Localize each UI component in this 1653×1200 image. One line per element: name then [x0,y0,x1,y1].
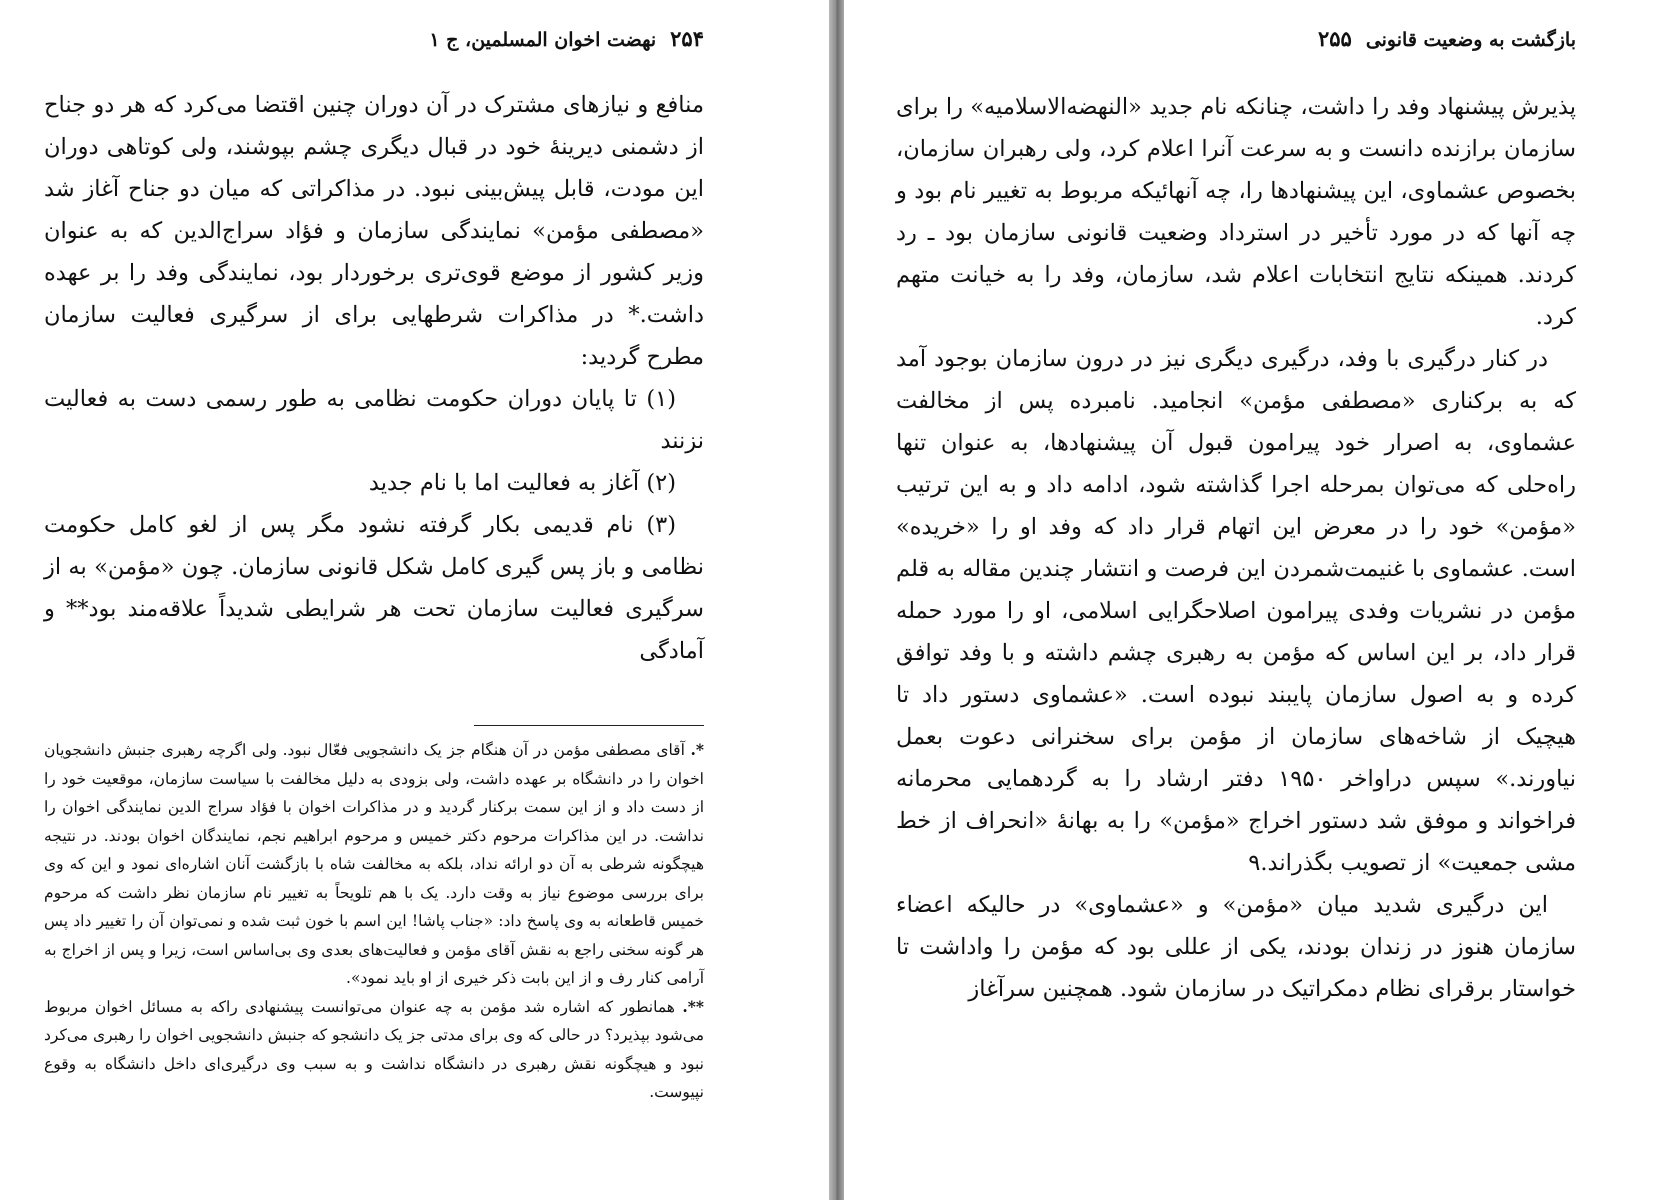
right-page [844,0,1653,1200]
condition-item-2: (۲) آغاز به فعالیت اما با نام جدید [368,470,676,496]
left-running-head [44,26,704,56]
right-page-number: ۲۵۵ [1317,26,1352,51]
footnote-1-marker: *. [690,740,704,759]
right-running-head [896,26,1576,56]
footnote-1 [44,736,704,993]
footnote-separator [474,725,704,726]
left-page-number: ۲۵۴ [670,26,704,51]
footnote-2-text: همانطور که اشاره شد مؤمن به چه عنوان می‌توانست پیشنهادی راکه به مسائل اخوان مربوط می‌شود بپذیرد؟ در حالی که وی برای مدتی جز یک دانشجو که جنبش دانشجویی اخوان را رهبری می‌کرد نبود و هیچگونه نقش رهبری در دانشگاه نداشت و به سبب وی درگیری‌ای داخل دانشگاه به وقوع نپیوست. [44,997,704,1101]
left-paragraph-1: منافع و نیازهای مشترک در آن دوران چنین اقتضا می‌کرد که هر دو جناح از دشمنی دیرینهٔ خود در قبال دیگری چشم بپوشند، ولی کوتاهی دوران این مودت، قابل پیش‌بینی نبود. در مذاکراتی که میان دو جناح آغاز شد «مصطفی مؤمن» نمایندگی سازمان و فؤاد سراج‌الدین که به عنوان وزیر کشور از موضع قوی‌تری برخوردار بود، نمایندگی وفد را بر عهده داشت.* در مذاکرات شرطهایی برای از سرگیری فعالیت سازمان مطرح گردید: [44,92,704,370]
left-body-text [44,84,704,672]
condition-item-3: (۳) نام قدیمی بکار گرفته نشود مگر پس از لغو کامل حکومت نظامی و باز پس گیری کامل شکل قانونی سازمان. چون «مؤمن» به از سرگیری فعالیت سازمان تحت هر شرایطی شدیداً علاقه‌مند بود** و آمادگی [44,512,704,664]
right-paragraph-1: پذیرش پیشنهاد وفد را داشت، چنانکه نام جدید «النهضه‌الاسلامیه» را برای سازمان برازنده دانست و به سرعت آنرا اعلام کرد، ولی رهبران سازمان، بخصوص عشماوی، این پیشنهادها را، چه آنهائیکه مربوط به تغییر نام بود و چه آنها که در مورد تأخیر در استرداد وضعیت قانونی سازمان بود ـ رد کردند. همینکه نتایج انتخابات اعلام شد، سازمان، وفد را به خیانت متهم کرد. [896,94,1576,330]
right-paragraph-2: در کنار درگیری با وفد، درگیری دیگری نیز در درون سازمان بوجود آمد که به برکناری «مصطفی مؤمن» انجامید. نامبرده پس از مخالفت عشماوی، به اصرار خود پیرامون قبول آن پیشنهادها، به عنوان تنها راه‌حلی که می‌توان بمرحله اجرا گذاشته شود، ادامه داد و به این ترتیب «مؤمن» خود را در معرض این اتهام قرار داد که وفد او را «خریده» است. عشماوی با غنیمت‌شمردن این فرصت و انتشار چندین مقاله به قلم مؤمن در نشریات وفدی پیرامون اصلاحگرایی اسلامی، او را مورد حمله قرار داد، بر این اساس که مؤمن به رهبری چشم داشته و با وفد توافق کرده و به اصول سازمان پایبند نبوده است. «عشماوی دستور داد تا هیچیک از شاخه‌های سازمان از مؤمن برای سخنرانی دعوت بعمل نیاورند.» سپس دراواخر ۱۹۵۰ دفتر ارشاد را به گردهمایی محرمانه فراخواند و موفق شد دستور اخراج «مؤمن» را به بهانهٔ «انحراف از خط مشی جمعیت» از تصویب بگذراند.۹ [896,346,1576,876]
footnote-2-marker: **. [682,996,704,1016]
left-running-title: نهضت اخوان المسلمین، ج ۱ [429,29,657,51]
condition-item-1: (۱) تا پایان دوران حکومت نظامی به طور رسمی دست به فعالیت نزنند [44,386,704,454]
footnote-2 [44,993,704,1107]
footnote-1-text: آقای مصطفی مؤمن در آن هنگام جز یک دانشجویی فعّال نبود. ولی اگرچه رهبری جنبش دانشجویان اخوان را در دانشگاه بر عهده داشت، ولی بزودی به دلیل مخالفت با سیاست سازمان، موقعیت خود را از دست داد و از این سمت برکنار گردید و در مذاکرات اخوان با فؤاد سراج الدین نمایندگی اخوان را نداشت. در این مذاکرات مرحوم دکتر خمیس و مرحوم ابراهیم نجم، نمایندگان اخوان بودند. در نتیجه هیچگونه شرطی به آن دو ارائه نداد، بلکه به مخالفت شاه با بازگشت آنان اشاره‌ای نمود و این که وی برای بررسی موضوع نیاز به وقت دارد. یک با هم تلویحاً به تغییر نام سازمان نظر داشت که مرحوم خمیس قاطعانه به وی پاسخ داد: «جناب پاشا! این اسم با خون ثبت شده و نمی‌توان آن را تغییر داد پس هر گونه سخنی راجع به نقش آقای مؤمن و فعالیت‌های بعدی وی بی‌اساس است، زیرا و پس از اخراج به آرامی کنار رف و از این بابت ذکر خیری از او باید نمود». [44,741,704,987]
right-running-title: بازگشت به وضعیت قانونی [1365,29,1576,51]
right-body-text [896,86,1576,1010]
footnotes [44,736,704,1107]
page-gutter [829,0,844,1200]
right-paragraph-3: این درگیری شدید میان «مؤمن» و «عشماوی» در حالیکه اعضاء سازمان هنوز در زندان بودند، یکی از عللی بود که مؤمن را واداشت تا خواستار برقرای نظام دمکراتیک در سازمان شود. همچنین سرآغاز [896,892,1576,1002]
